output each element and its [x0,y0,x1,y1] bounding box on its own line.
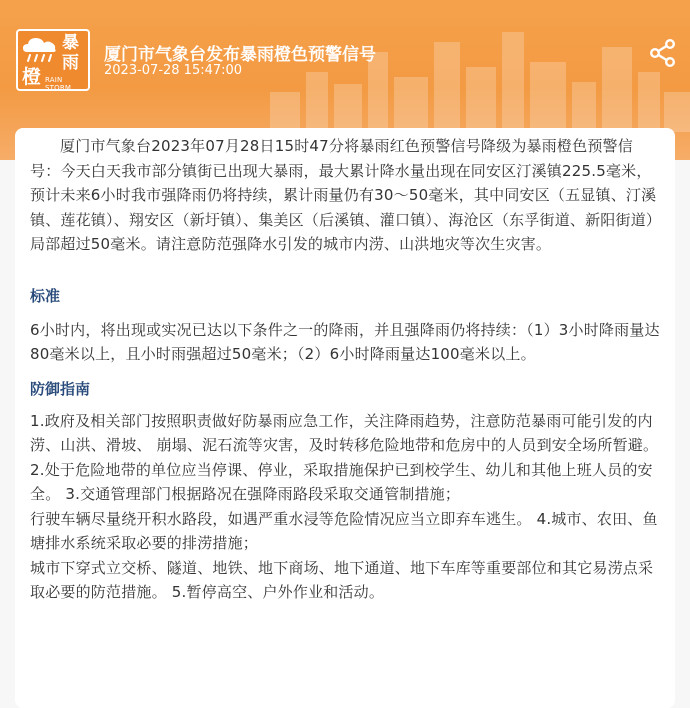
warning-intro-text: 厦门市气象台2023年07月28日15时47分将暴雨红色预警信号降级为暴雨橙色预警信号：今天白天我市部分镇街已出现大暴雨，最大累计降水量出现在同安区汀溪镇225.5毫米，预计未来6小时我市强降雨仍将持续，累计雨量仍有30～50毫米，其中同安区（五显镇、汀溪镇、莲花镇）、翔安区（新圩镇）、集美区（后溪镇、灌口镇）、海沧区（东孚街道、新阳街道）局部超过50毫米。请注意防范强降水引发的城市内涝、山洪地灾等次生灾害。 [30,137,657,253]
guide-paragraph: 行驶车辆尽量绕开积水路段，如遇严重水浸等危险情况应当立即弃车逃生。 4.城市、农田、鱼塘排水系统采取必要的排涝措施； [30,509,658,552]
logo-char-bao: 暴 [62,33,79,53]
rain-cloud-icon [21,34,59,64]
city-skyline-decoration [270,22,690,132]
defense-guide-heading: 防御指南 [30,379,91,398]
warning-content-card [15,128,675,708]
guide-paragraph: 城市下穿式立交桥、隧道、地铁、地下商场、地下通道、地下车库等重要部位和其它易涝点采取必要的防范措施。 5.暂停高空、户外作业和活动。 [30,558,654,601]
publish-time: 2023-07-28 15:47:00 [104,63,243,78]
guide-paragraph: 1.政府及相关部门按照职责做好防暴雨应急工作，关注降雨趋势，注意防范暴雨可能引发的内涝、山洪、滑坡、 崩塌、泥石流等灾害，及时转移危险地带和危房中的人员到安全场所暂避。 2.处于危险地带的单位应当停课、停业，采取措施保护已到校学生、幼儿和其他上班人员的安全。 3.交通管理部门根据路况在强降雨路段采取交通管制措施； [30,411,659,503]
rainstorm-orange-warning-logo [16,29,90,91]
standard-heading: 标准 [30,286,61,305]
logo-char-cheng: 橙 [22,66,42,88]
share-icon[interactable] [648,38,678,68]
logo-subtitle: RAIN STORM [45,76,72,91]
logo-char-yu: 雨 [62,53,79,73]
page-title: 厦门市气象台发布暴雨橙色预警信号 [104,45,376,65]
standard-text: 6小时内，将出现或实况已达以下条件之一的降雨，并且强降雨仍将持续：（1）3小时降雨量达80毫米以上，且小时雨强超过50毫米；（2）6小时降雨量达100毫米以上。 [30,320,660,363]
defense-guide-list [30,409,661,605]
